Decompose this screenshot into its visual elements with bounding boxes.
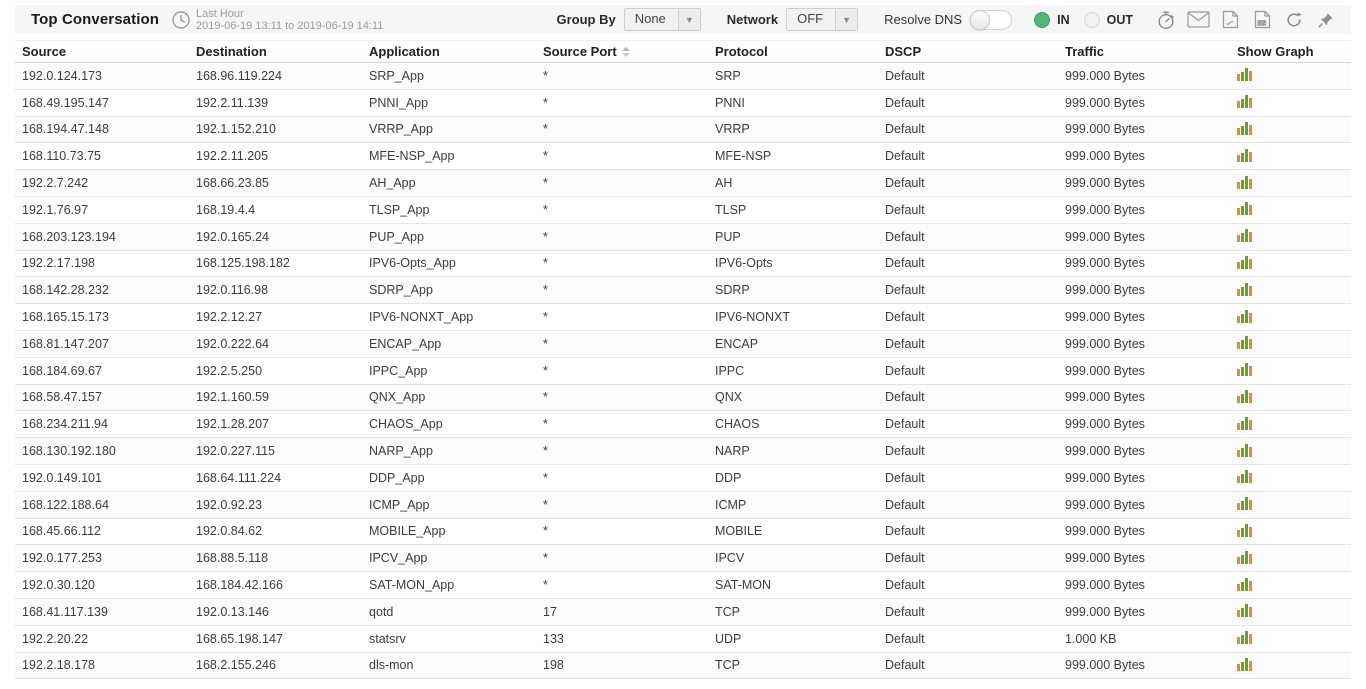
- show-graph-icon[interactable]: [1237, 148, 1252, 162]
- email-icon[interactable]: [1185, 9, 1211, 31]
- cell-traffic: 999.000 Bytes: [1065, 551, 1145, 566]
- cell-traffic: 999.000 Bytes: [1065, 524, 1145, 539]
- cell-dscp: Default: [885, 363, 925, 378]
- chevron-down-icon: ▼: [835, 9, 857, 30]
- cell-dscp: Default: [885, 390, 925, 405]
- cell-protocol: ENCAP: [715, 336, 759, 351]
- table-row: [15, 63, 1351, 90]
- cell-traffic: 999.000 Bytes: [1065, 658, 1145, 673]
- cell-destination: 168.2.155.246: [196, 658, 276, 673]
- cell-show-graph: [1230, 201, 1351, 218]
- column-header-source[interactable]: [15, 44, 189, 59]
- cell-dscp: Default: [885, 658, 925, 673]
- cell-traffic: 999.000 Bytes: [1065, 444, 1145, 459]
- show-graph-icon[interactable]: [1237, 577, 1252, 591]
- column-header-label: Traffic: [1065, 44, 1105, 59]
- cell-show-graph: [1230, 443, 1351, 460]
- pin-icon[interactable]: [1313, 9, 1339, 31]
- cell-source: 168.58.47.157: [22, 390, 102, 405]
- cell-source-port: *: [543, 68, 548, 83]
- cell-traffic: 999.000 Bytes: [1065, 497, 1145, 512]
- cell-application: VRRP_App: [369, 122, 433, 137]
- table-row: [15, 519, 1351, 546]
- cell-source: 168.49.195.147: [22, 95, 109, 110]
- cell-protocol: MFE-NSP: [715, 149, 772, 164]
- column-header-label: Source Port: [543, 44, 617, 59]
- cell-application: dls-mon: [369, 658, 414, 673]
- group-by-value: None: [634, 11, 666, 26]
- cell-source-port: *: [543, 497, 548, 512]
- cell-traffic: 999.000 Bytes: [1065, 390, 1145, 405]
- show-graph-icon[interactable]: [1237, 175, 1252, 189]
- table-row: [15, 251, 1351, 278]
- cell-destination: 168.64.111.224: [196, 470, 282, 485]
- show-graph-icon[interactable]: [1237, 523, 1252, 537]
- cell-dscp: Default: [885, 578, 925, 593]
- cell-source-port: *: [543, 363, 548, 378]
- cell-protocol: SRP: [715, 68, 741, 83]
- cell-traffic: 999.000 Bytes: [1065, 578, 1145, 593]
- table-row: [15, 304, 1351, 331]
- cell-destination: 192.2.12.27: [196, 310, 263, 325]
- cell-protocol: UDP: [715, 631, 742, 646]
- cell-application: PNNI_App: [369, 95, 429, 110]
- show-graph-icon[interactable]: [1237, 67, 1252, 81]
- cell-application: statsrv: [369, 631, 406, 646]
- cell-destination: 192.0.13.146: [196, 604, 269, 619]
- column-header-label: Protocol: [715, 44, 768, 59]
- toggle-knob: [970, 10, 990, 30]
- cell-traffic: 999.000 Bytes: [1065, 122, 1145, 137]
- cell-protocol: DDP: [715, 470, 742, 485]
- cell-source-port: *: [543, 176, 548, 191]
- cell-destination: 168.125.198.182: [196, 256, 290, 271]
- table-row: [15, 411, 1351, 438]
- cell-application: IPV6-Opts_App: [369, 256, 456, 271]
- show-graph-icon[interactable]: [1237, 469, 1252, 483]
- show-graph-icon[interactable]: [1237, 94, 1252, 108]
- cell-protocol: VRRP: [715, 122, 750, 137]
- show-graph-icon[interactable]: [1237, 201, 1252, 215]
- cell-source: 168.41.117.139: [22, 604, 108, 619]
- direction-in-label: IN: [1057, 12, 1070, 27]
- cell-traffic: 999.000 Bytes: [1065, 363, 1145, 378]
- cell-traffic: 999.000 Bytes: [1065, 176, 1145, 191]
- cell-destination: 168.19.4.4: [196, 202, 256, 217]
- cell-show-graph: [1230, 496, 1351, 513]
- cell-source-port: 17: [543, 604, 557, 619]
- cell-protocol: TLSP: [715, 202, 747, 217]
- cell-source-port: *: [543, 578, 548, 593]
- column-header-destination[interactable]: [189, 44, 362, 59]
- cell-show-graph: [1230, 175, 1351, 192]
- table-row: [15, 545, 1351, 572]
- cell-application: CHAOS_App: [369, 417, 443, 432]
- cell-destination: 192.0.227.115: [196, 444, 276, 459]
- table-row: [15, 197, 1351, 224]
- cell-protocol: ICMP: [715, 497, 747, 512]
- cell-show-graph: [1230, 389, 1351, 406]
- cell-source: 192.0.177.253: [22, 551, 102, 566]
- table-row: [15, 170, 1351, 197]
- cell-protocol: IPCV: [715, 551, 745, 566]
- chevron-down-icon: ▼: [678, 9, 700, 30]
- cell-source: 168.110.73.75: [22, 149, 102, 164]
- cell-protocol: MOBILE: [715, 524, 763, 539]
- time-period-label: Last Hour: [196, 7, 244, 20]
- cell-destination: 192.0.92.23: [196, 497, 263, 512]
- cell-destination: 168.184.42.166: [196, 578, 283, 593]
- cell-source: 168.194.47.148: [22, 122, 109, 137]
- cell-application: MFE-NSP_App: [369, 149, 455, 164]
- cell-show-graph: [1230, 309, 1351, 326]
- cell-destination: 168.65.198.147: [196, 631, 283, 646]
- network-label: Network: [726, 12, 779, 27]
- cell-protocol: TCP: [715, 658, 740, 673]
- cell-traffic: 999.000 Bytes: [1065, 470, 1145, 485]
- show-graph-icon[interactable]: [1237, 282, 1252, 296]
- show-graph-icon[interactable]: [1237, 603, 1252, 617]
- table-row: [15, 599, 1351, 626]
- cell-source: 192.0.30.120: [22, 578, 95, 593]
- cell-source: 192.0.124.173: [22, 68, 102, 83]
- cell-application: ENCAP_App: [369, 336, 442, 351]
- cell-traffic: 999.000 Bytes: [1065, 229, 1145, 244]
- cell-dscp: Default: [885, 68, 925, 83]
- cell-traffic: 999.000 Bytes: [1065, 283, 1145, 298]
- cell-show-graph: [1230, 94, 1351, 111]
- cell-show-graph: [1230, 121, 1351, 138]
- cell-dscp: Default: [885, 283, 925, 298]
- cell-dscp: Default: [885, 149, 925, 164]
- cell-source-port: *: [543, 202, 548, 217]
- cell-application: SRP_App: [369, 68, 424, 83]
- cell-protocol: TCP: [715, 604, 740, 619]
- table-row: [15, 438, 1351, 465]
- cell-show-graph: [1230, 255, 1351, 272]
- cell-dscp: Default: [885, 417, 925, 432]
- cell-protocol: QNX: [715, 390, 743, 405]
- cell-destination: 168.88.5.118: [196, 551, 269, 566]
- schedule-icon[interactable]: [1153, 9, 1179, 31]
- cell-application: QNX_App: [369, 390, 426, 405]
- cell-destination: 192.0.222.64: [196, 336, 269, 351]
- sort-indicator-icon: [622, 47, 630, 57]
- cell-traffic: 1.000 KB: [1065, 631, 1117, 646]
- cell-application: MOBILE_App: [369, 524, 446, 539]
- table-header-row: [15, 40, 1351, 63]
- cell-destination: 168.66.23.85: [196, 176, 269, 191]
- cell-show-graph: [1230, 416, 1351, 433]
- cell-source: 168.203.123.194: [22, 229, 116, 244]
- column-header-label: Show Graph: [1237, 44, 1314, 59]
- cell-traffic: 999.000 Bytes: [1065, 256, 1145, 271]
- cell-source-port: *: [543, 336, 548, 351]
- resolve-dns-label: Resolve DNS: [884, 12, 963, 27]
- cell-source-port: 198: [543, 658, 564, 673]
- network-value: OFF: [797, 11, 824, 26]
- column-header-application[interactable]: [362, 44, 536, 59]
- cell-dscp: Default: [885, 256, 925, 271]
- show-graph-icon[interactable]: [1237, 657, 1252, 671]
- table-row: [15, 224, 1351, 251]
- cell-show-graph: [1230, 577, 1351, 594]
- table-row: [15, 653, 1351, 680]
- cell-source-port: *: [543, 256, 548, 271]
- show-graph-icon[interactable]: [1237, 630, 1252, 644]
- cell-source: 192.2.20.22: [22, 631, 89, 646]
- cell-source-port: *: [543, 417, 548, 432]
- column-header-label: Application: [369, 44, 440, 59]
- cell-dscp: Default: [885, 631, 925, 646]
- cell-destination: 192.0.165.24: [196, 229, 269, 244]
- show-graph-icon[interactable]: [1237, 362, 1252, 376]
- cell-traffic: 999.000 Bytes: [1065, 202, 1145, 217]
- cell-destination: 192.0.84.62: [196, 524, 263, 539]
- direction-in-radio[interactable]: [1034, 12, 1050, 28]
- show-graph-icon[interactable]: [1237, 121, 1252, 135]
- cell-show-graph: [1230, 282, 1351, 299]
- column-header-label: DSCP: [885, 44, 922, 59]
- cell-show-graph: [1230, 550, 1351, 567]
- cell-application: SAT-MON_App: [369, 578, 455, 593]
- cell-show-graph: [1230, 67, 1351, 84]
- cell-source: 168.184.69.67: [22, 363, 102, 378]
- cell-traffic: 999.000 Bytes: [1065, 310, 1145, 325]
- cell-protocol: CHAOS: [715, 417, 760, 432]
- svg-text:CSV: CSV: [1256, 20, 1266, 26]
- cell-show-graph: [1230, 630, 1351, 647]
- table-row: [15, 90, 1351, 117]
- cell-destination: 192.2.11.205: [196, 149, 269, 164]
- cell-application: IPPC_App: [369, 363, 428, 378]
- cell-source: 168.122.188.64: [22, 497, 109, 512]
- cell-dscp: Default: [885, 444, 925, 459]
- toolbar-icons: [1147, 9, 1339, 31]
- cell-destination: 192.1.160.59: [196, 390, 269, 405]
- cell-application: IPV6-NONXT_App: [369, 310, 474, 325]
- table-row: [15, 572, 1351, 599]
- cell-protocol: AH: [715, 176, 733, 191]
- cell-traffic: 999.000 Bytes: [1065, 149, 1145, 164]
- cell-application: NARP_App: [369, 444, 433, 459]
- show-graph-icon[interactable]: [1237, 443, 1252, 457]
- cell-source: 192.0.149.101: [22, 470, 102, 485]
- table-row: [15, 117, 1351, 144]
- cell-traffic: 999.000 Bytes: [1065, 68, 1145, 83]
- column-header-protocol[interactable]: [708, 44, 878, 59]
- cell-source-port: *: [543, 283, 548, 298]
- cell-source: 168.142.28.232: [22, 283, 109, 298]
- show-graph-icon[interactable]: [1237, 496, 1252, 510]
- cell-destination: 192.2.5.250: [196, 363, 263, 378]
- cell-protocol: PUP: [715, 229, 741, 244]
- cell-destination: 192.1.152.210: [196, 122, 276, 137]
- cell-application: IPCV_App: [369, 551, 428, 566]
- cell-destination: 168.96.119.224: [196, 68, 282, 83]
- table-row: [15, 492, 1351, 519]
- cell-protocol: PNNI: [715, 95, 745, 110]
- cell-source-port: *: [543, 122, 548, 137]
- clock-icon: [171, 10, 196, 30]
- show-graph-icon[interactable]: [1237, 309, 1252, 323]
- network-select[interactable]: [786, 8, 858, 31]
- cell-dscp: Default: [885, 336, 925, 351]
- cell-application: PUP_App: [369, 229, 424, 244]
- cell-dscp: Default: [885, 524, 925, 539]
- cell-application: SDRP_App: [369, 283, 433, 298]
- cell-show-graph: [1230, 657, 1351, 674]
- cell-destination: 192.2.11.139: [196, 95, 269, 110]
- column-header-label: Source: [22, 44, 67, 59]
- group-by-label: Group By: [556, 12, 616, 27]
- cell-source-port: 133: [543, 631, 564, 646]
- cell-source: 168.81.147.207: [22, 336, 109, 351]
- cell-source-port: *: [543, 551, 548, 566]
- cell-dscp: Default: [885, 551, 925, 566]
- cell-traffic: 999.000 Bytes: [1065, 417, 1145, 432]
- table-row: [15, 143, 1351, 170]
- cell-protocol: NARP: [715, 444, 750, 459]
- cell-show-graph: [1230, 469, 1351, 486]
- table-body: [15, 63, 1351, 679]
- table-row: [15, 331, 1351, 358]
- cell-traffic: 999.000 Bytes: [1065, 604, 1145, 619]
- show-graph-icon[interactable]: [1237, 416, 1252, 430]
- group-by-select[interactable]: [624, 8, 701, 31]
- column-header-traffic[interactable]: [1058, 44, 1230, 59]
- cell-dscp: Default: [885, 122, 925, 137]
- cell-show-graph: [1230, 603, 1351, 620]
- cell-show-graph: [1230, 335, 1351, 352]
- cell-protocol: IPV6-Opts: [715, 256, 773, 271]
- cell-protocol: SAT-MON: [715, 578, 772, 593]
- page-title: Top Conversation: [31, 11, 159, 28]
- column-header-label: Destination: [196, 44, 267, 59]
- cell-source-port: *: [543, 444, 548, 459]
- cell-dscp: Default: [885, 202, 925, 217]
- cell-destination: 192.1.28.207: [196, 417, 269, 432]
- cell-traffic: 999.000 Bytes: [1065, 336, 1145, 351]
- cell-source-port: *: [543, 95, 548, 110]
- cell-dscp: Default: [885, 604, 925, 619]
- cell-source-port: *: [543, 149, 548, 164]
- show-graph-icon[interactable]: [1237, 550, 1252, 564]
- cell-application: DDP_App: [369, 470, 425, 485]
- time-text: [196, 8, 383, 32]
- direction-out-label: OUT: [1106, 12, 1133, 27]
- show-graph-icon[interactable]: [1237, 228, 1252, 242]
- column-header-source-port[interactable]: [536, 44, 708, 59]
- resolve-dns-toggle[interactable]: [970, 10, 1012, 30]
- toolbar: [556, 8, 1339, 31]
- cell-protocol: SDRP: [715, 283, 750, 298]
- table-row: [15, 277, 1351, 304]
- cell-show-graph: [1230, 148, 1351, 165]
- cell-source: 192.2.18.178: [22, 658, 95, 673]
- cell-application: TLSP_App: [369, 202, 430, 217]
- cell-source-port: *: [543, 229, 548, 244]
- cell-source: 192.2.17.198: [22, 256, 95, 271]
- cell-application: AH_App: [369, 176, 416, 191]
- cell-dscp: Default: [885, 470, 925, 485]
- show-graph-icon[interactable]: [1237, 255, 1252, 269]
- cell-application: qotd: [369, 604, 394, 619]
- refresh-icon[interactable]: [1281, 9, 1307, 31]
- cell-destination: 192.0.116.98: [196, 283, 269, 298]
- column-header-dscp[interactable]: [878, 44, 1058, 59]
- table-row: [15, 385, 1351, 412]
- show-graph-icon[interactable]: [1237, 389, 1252, 403]
- cell-source: 192.2.7.242: [22, 176, 89, 191]
- time-period-range: 2019-06-19 13:11 to 2019-06-19 14:11: [196, 19, 384, 32]
- table-row: [15, 626, 1351, 653]
- cell-source-port: *: [543, 524, 548, 539]
- cell-show-graph: [1230, 523, 1351, 540]
- export-csv-icon[interactable]: [1249, 9, 1275, 31]
- report-panel: [15, 5, 1351, 679]
- column-header-show-graph[interactable]: [1230, 44, 1351, 59]
- cell-source: 168.165.15.173: [22, 310, 109, 325]
- cell-dscp: Default: [885, 497, 925, 512]
- cell-dscp: Default: [885, 229, 925, 244]
- show-graph-icon[interactable]: [1237, 335, 1252, 349]
- table-row: [15, 465, 1351, 492]
- cell-source: 192.1.76.97: [22, 202, 89, 217]
- cell-protocol: IPV6-NONXT: [715, 310, 791, 325]
- cell-source-port: *: [543, 470, 548, 485]
- cell-dscp: Default: [885, 310, 925, 325]
- cell-source-port: *: [543, 310, 548, 325]
- time-period: [171, 8, 383, 32]
- cell-source: 168.234.211.94: [22, 417, 108, 432]
- cell-show-graph: [1230, 228, 1351, 245]
- cell-dscp: Default: [885, 95, 925, 110]
- cell-source: 168.130.192.180: [22, 444, 116, 459]
- titlebar: [15, 5, 1351, 34]
- cell-show-graph: [1230, 362, 1351, 379]
- cell-source-port: *: [543, 390, 548, 405]
- cell-dscp: Default: [885, 176, 925, 191]
- cell-traffic: 999.000 Bytes: [1065, 95, 1145, 110]
- cell-protocol: IPPC: [715, 363, 745, 378]
- export-pdf-icon[interactable]: [1217, 9, 1243, 31]
- direction-out-radio[interactable]: [1084, 12, 1100, 28]
- cell-application: ICMP_App: [369, 497, 430, 512]
- cell-source: 168.45.66.112: [22, 524, 102, 539]
- table-row: [15, 358, 1351, 385]
